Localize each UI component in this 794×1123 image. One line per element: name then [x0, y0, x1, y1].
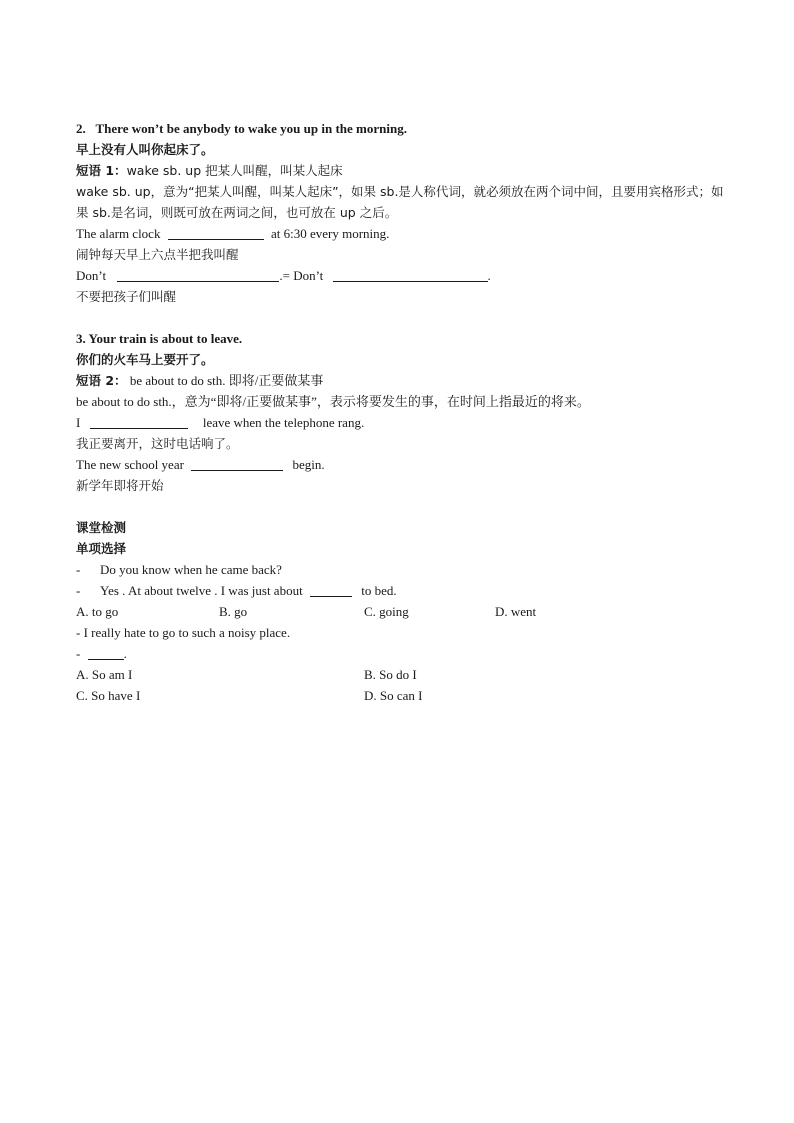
section3-example2-translation: 新学年即将开始	[76, 478, 164, 493]
section2-ex2-blank1[interactable]	[117, 268, 279, 282]
quiz-q1-option-a[interactable]: A. to go	[76, 604, 119, 619]
section3-ex2-blank[interactable]	[191, 457, 283, 471]
section2-phrase-label: 短语 1：	[76, 163, 127, 178]
quiz-q1-option-c[interactable]: C. going	[364, 604, 409, 619]
spacer	[76, 496, 736, 517]
section3-ex1-blank[interactable]	[90, 415, 188, 429]
quiz-q2-option-c[interactable]: C. So have I	[76, 688, 141, 703]
quiz-subtitle: 单项选择	[76, 541, 127, 556]
section2-example2-translation: 不要把孩子们叫醒	[76, 289, 177, 304]
section2-ex2-b: .= Don’t	[279, 268, 324, 283]
quiz-q2-option-d[interactable]: D. So can I	[364, 688, 423, 703]
quiz-q1-dash1: -	[76, 562, 81, 577]
section3-example2	[76, 454, 736, 475]
section2-example1-translation: 闹钟每天早上六点半把我叫醒	[76, 247, 239, 262]
quiz-q1-blank[interactable]	[310, 583, 352, 597]
section2-ex2-c: .	[487, 268, 491, 283]
quiz-title: 课堂检测	[76, 520, 127, 535]
quiz-q1-line1	[76, 559, 736, 580]
section3-translation: 你们的火车马上要开了。	[76, 352, 214, 367]
quiz-q1-dash2: -	[76, 583, 81, 598]
quiz-q1-line2	[76, 580, 736, 601]
section2-example1	[76, 223, 736, 244]
quiz-q2-option-a[interactable]: A. So am I	[76, 667, 133, 682]
section2-heading: 2. There won’t be anybody to wake you up in the morning.	[76, 121, 407, 136]
quiz-q1-option-d[interactable]: D. went	[495, 604, 537, 619]
spacer	[76, 307, 736, 328]
section3-explanation: be about to do sth.，意为“即将/正要做某事”，表示将要发生的事，在时间上指最近的将来。	[76, 394, 590, 409]
quiz-q2-options-row1	[76, 664, 736, 685]
quiz-q1-answer-after: to bed.	[361, 583, 397, 598]
section3-ex1-after: leave when the telephone rang.	[202, 415, 365, 430]
quiz-q1-question: Do you know when he came back?	[100, 562, 282, 577]
section2-translation: 早上没有人叫你起床了。	[76, 142, 214, 157]
section3-ex2-after: begin.	[292, 457, 325, 472]
quiz-q2-answer-after: .	[123, 646, 127, 661]
section2-explanation: wake sb. up，意为“把某人叫醒，叫某人起床”，如果 sb.是人称代词，就必须放在两个词中间，且要用宾格形式；如果 sb.是名词，则既可放在两词之间，也可放在 up 之后。	[76, 184, 724, 220]
section3-heading: 3. Your train is about to leave.	[76, 331, 243, 346]
section2-ex2-blank2[interactable]	[333, 268, 488, 282]
quiz-q2-blank[interactable]	[88, 646, 124, 660]
section2-example2	[76, 265, 736, 286]
section3-phrase-text: be about to do sth. 即将/正要做某事	[129, 373, 324, 388]
section2-phrase	[76, 160, 736, 181]
section3-phrase	[76, 370, 736, 391]
section3-example1-translation: 我正要离开，这时电话响了。	[76, 436, 239, 451]
worksheet-page	[76, 118, 736, 706]
quiz-q2-options-row2	[76, 685, 736, 706]
quiz-q2-line2	[76, 643, 736, 664]
section3-example1	[76, 412, 736, 433]
section2-ex1-blank[interactable]	[168, 226, 264, 240]
section3-phrase-label: 短语 2：	[76, 373, 127, 388]
section2-phrase-text: wake sb. up 把某人叫醒，叫某人起床	[126, 163, 343, 178]
section2-ex1-after: at 6:30 every morning.	[270, 226, 390, 241]
quiz-q2-dash: -	[76, 646, 81, 661]
quiz-q1-option-b[interactable]: B. go	[219, 604, 248, 619]
quiz-q1-answer-before: Yes . At about twelve . I was just about	[100, 583, 303, 598]
section2-ex2-a: Don’t	[76, 268, 107, 283]
quiz-q2-option-b[interactable]: B. So do I	[364, 667, 417, 682]
section3-ex1-before: I	[76, 415, 81, 430]
quiz-q1-options	[76, 601, 736, 622]
quiz-q2-line1: - I really hate to go to such a noisy place.	[76, 625, 291, 640]
section2-ex1-before: The alarm clock	[76, 226, 161, 241]
section3-ex2-before: The new school year	[76, 457, 184, 472]
